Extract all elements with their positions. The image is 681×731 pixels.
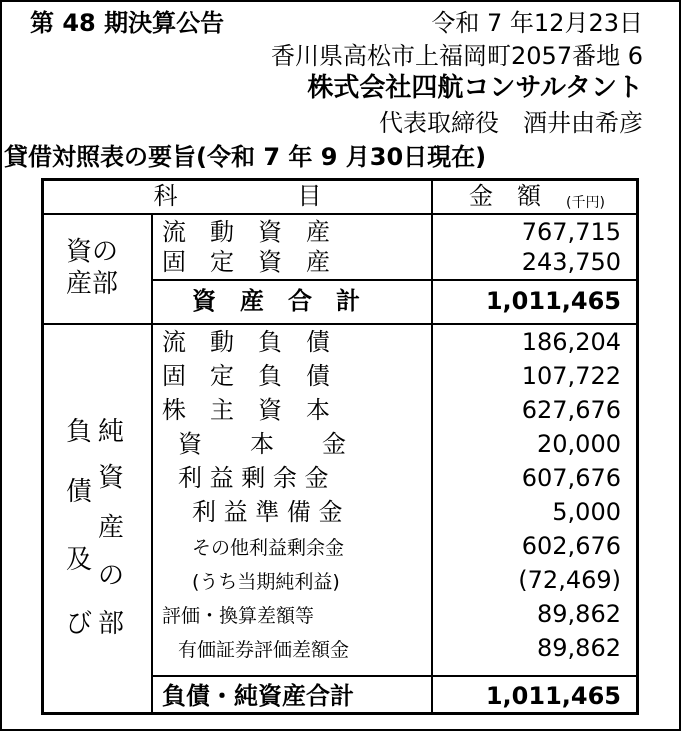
assets-side-label-1: 資の [66,237,119,267]
legal-reserve-value: 5,000 [552,498,621,526]
asset-fixed-value: 243,750 [521,248,621,276]
assets-total-value: 1,011,465 [485,287,621,315]
liab-side-left-4: び [66,609,93,639]
net-income-value: (72,469) [518,566,621,594]
company-address: 香川県高松市上福岡町2057番地 6 [271,42,643,70]
company-name: 株式会社四航コンサルタント [307,73,643,103]
assets-side-label-2: 産部 [66,269,119,299]
liab-side-right-5: 部 [98,609,125,639]
liab-fixed-value: 107,722 [521,362,621,390]
liab-side-left-3: 及 [66,545,93,575]
other-retained-value: 602,676 [521,532,621,560]
retained-earnings-label: 利 益 剰 余 金 [178,464,329,492]
capital-value: 20,000 [537,430,621,458]
securities-valuation-value: 89,862 [537,634,621,662]
liab-fixed-label: 固 定 負 債 [162,362,330,390]
subject-header: 科 目 [153,182,322,210]
amount-column-divider [431,181,433,712]
unit-label: (千円) [566,195,605,211]
liab-total-value: 1,011,465 [485,682,621,710]
liab-side-right-4: の [98,561,125,591]
assets-total-label: 資 産 合 計 [192,287,360,315]
capital-label: 資 本 金 [178,430,346,458]
liab-current-label: 流 動 負 債 [162,328,330,356]
section-divider [44,323,636,325]
net-income-label: (うち当期純利益) [192,571,340,593]
liab-current-value: 186,204 [521,328,621,356]
assets-total-divider [151,279,636,281]
asset-current-label: 流 動 資 産 [162,218,330,246]
asset-fixed-label: 固 定 資 産 [162,248,330,276]
representative: 代表取締役 酒井由希彦 [379,109,643,137]
header-divider [44,213,636,215]
amount-header: 金 額 [469,182,541,210]
balance-sheet-title: 貸借対照表の要旨(令和 7 年 9 月30日現在) [4,143,487,171]
legal-reserve-label: 利 益 準 備 金 [192,498,343,526]
liab-side-left-1: 負 [66,417,93,447]
other-retained-label: その他利益剰余金 [192,537,345,559]
asset-current-value: 767,715 [521,218,621,246]
liab-side-right-1: 純 [98,417,125,447]
retained-earnings-value: 607,676 [521,464,621,492]
balance-sheet-table [41,178,639,715]
valuation-adjustments-value: 89,862 [537,600,621,628]
liab-total-label: 負債・純資産合計 [162,682,354,710]
valuation-adjustments-label: 評価・換算差額等 [162,605,315,627]
liab-side-divider [151,323,153,712]
notice-date: 令和 7 年12月23日 [431,9,643,37]
liab-side-right-2: 資 [98,463,125,493]
liab-total-divider [151,675,636,677]
notice-title: 第 48 期決算公告 [30,9,225,37]
liab-side-right-3: 産 [98,513,125,543]
assets-side-divider [151,213,153,323]
securities-valuation-label: 有価証券評価差額金 [178,639,350,661]
shareholders-equity-label: 株 主 資 本 [162,396,330,424]
shareholders-equity-value: 627,676 [521,396,621,424]
liab-side-left-2: 債 [66,477,93,507]
